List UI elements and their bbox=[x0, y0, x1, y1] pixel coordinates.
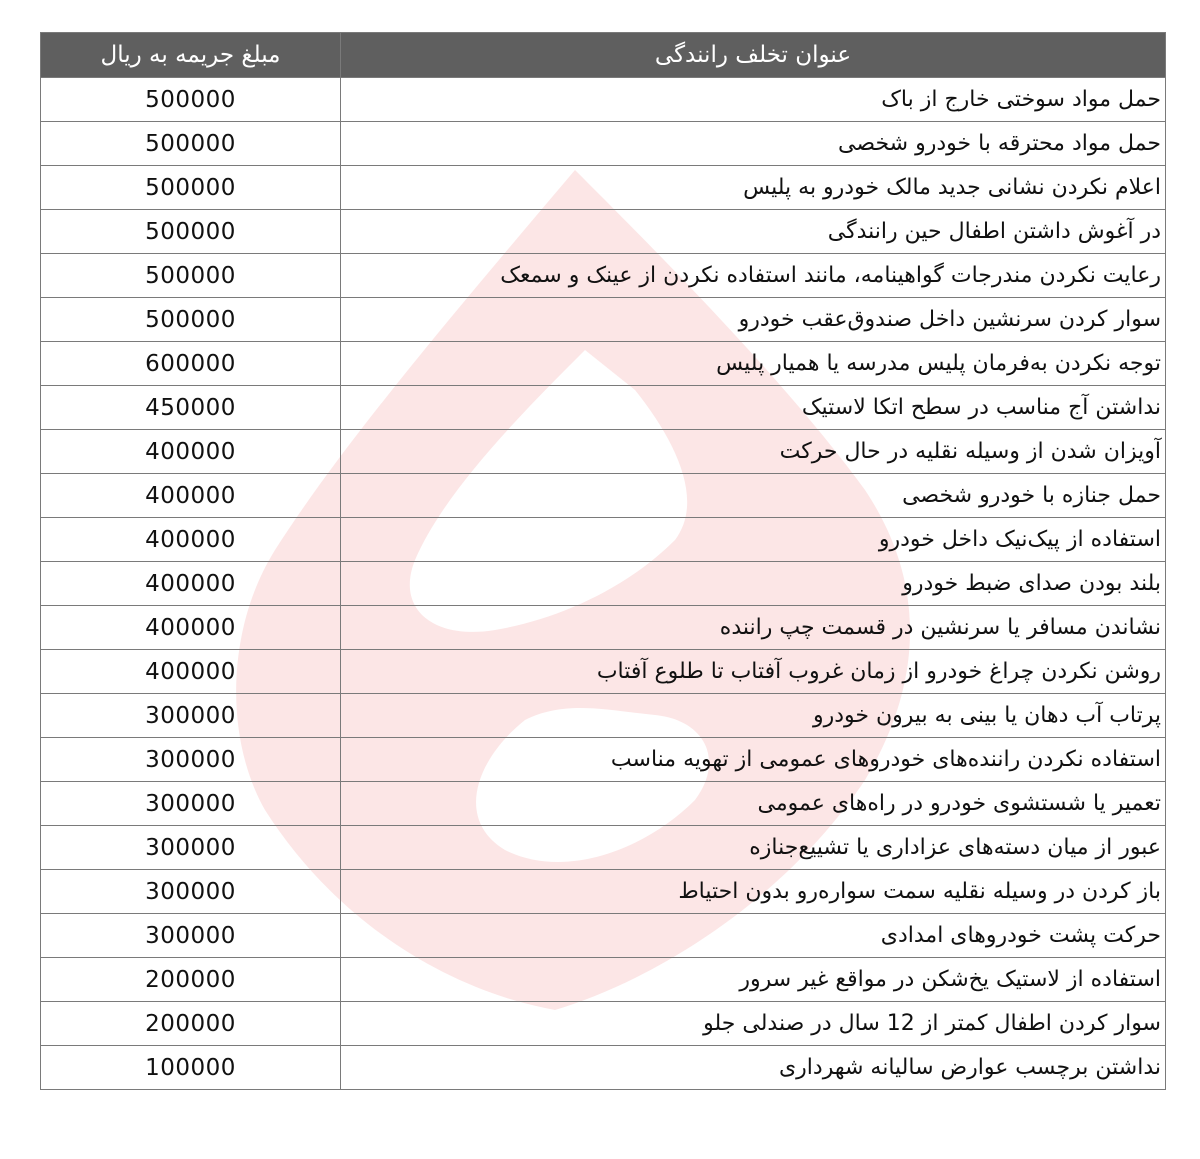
table-row bbox=[41, 298, 1166, 342]
fine-amount: 400000 bbox=[41, 606, 341, 650]
violation-title: روشن نکردن چراغ خودرو از زمان غروب آفتاب تا طلوع آفتاب bbox=[341, 650, 1166, 694]
fine-amount: 100000 bbox=[41, 1046, 341, 1090]
violation-title: حمل مواد محترقه با خودرو شخصی bbox=[341, 122, 1166, 166]
violation-title: بلند بودن صدای ضبط خودرو bbox=[341, 562, 1166, 606]
fine-amount: 500000 bbox=[41, 298, 341, 342]
fine-amount: 300000 bbox=[41, 914, 341, 958]
table-row bbox=[41, 694, 1166, 738]
fine-amount: 450000 bbox=[41, 386, 341, 430]
violation-title: سوار کردن سرنشین داخل صندوق‌عقب خودرو bbox=[341, 298, 1166, 342]
fine-amount: 400000 bbox=[41, 518, 341, 562]
violation-title: عبور از میان دسته‌های عزاداری یا تشییع‌جنازه bbox=[341, 826, 1166, 870]
fine-amount: 400000 bbox=[41, 650, 341, 694]
table-row bbox=[41, 166, 1166, 210]
table-row bbox=[41, 1002, 1166, 1046]
fine-amount: 200000 bbox=[41, 958, 341, 1002]
table-row bbox=[41, 122, 1166, 166]
fine-amount: 300000 bbox=[41, 738, 341, 782]
fine-amount: 300000 bbox=[41, 694, 341, 738]
table-row bbox=[41, 958, 1166, 1002]
table-row bbox=[41, 430, 1166, 474]
table-row bbox=[41, 562, 1166, 606]
fines-table bbox=[40, 32, 1166, 1090]
violation-title: نداشتن آج مناسب در سطح اتکا لاستیک bbox=[341, 386, 1166, 430]
violation-title: رعایت نکردن مندرجات گواهینامه، مانند استفاده نکردن از عینک و سمعک bbox=[341, 254, 1166, 298]
fine-amount: 500000 bbox=[41, 166, 341, 210]
fine-amount: 200000 bbox=[41, 1002, 341, 1046]
fine-amount: 300000 bbox=[41, 826, 341, 870]
table-row bbox=[41, 78, 1166, 122]
fine-amount: 400000 bbox=[41, 562, 341, 606]
table-row bbox=[41, 342, 1166, 386]
table-row bbox=[41, 210, 1166, 254]
fine-amount: 300000 bbox=[41, 782, 341, 826]
fine-amount: 600000 bbox=[41, 342, 341, 386]
table-row bbox=[41, 738, 1166, 782]
table-row bbox=[41, 914, 1166, 958]
fine-amount: 400000 bbox=[41, 430, 341, 474]
fine-amount: 500000 bbox=[41, 254, 341, 298]
table-row bbox=[41, 870, 1166, 914]
violation-title: نداشتن برچسب عوارض سالیانه شهرداری bbox=[341, 1046, 1166, 1090]
table-row bbox=[41, 518, 1166, 562]
fine-amount: 300000 bbox=[41, 870, 341, 914]
violation-title: حمل مواد سوختی خارج از باک bbox=[341, 78, 1166, 122]
violation-title: حرکت پشت خودروهای امدادی bbox=[341, 914, 1166, 958]
fine-amount: 400000 bbox=[41, 474, 341, 518]
violation-title: تعمیر یا شستشوی خودرو در راه‌های عمومی bbox=[341, 782, 1166, 826]
violation-title: سوار کردن اطفال کمتر از 12 سال در صندلی جلو bbox=[341, 1002, 1166, 1046]
violation-title: نشاندن مسافر یا سرنشین در قسمت چپ راننده bbox=[341, 606, 1166, 650]
violation-title: باز کردن در وسیله نقلیه سمت سواره‌رو بدون احتیاط bbox=[341, 870, 1166, 914]
table-row bbox=[41, 606, 1166, 650]
header-amount: مبلغ جریمه به ریال bbox=[41, 33, 341, 78]
table-row bbox=[41, 1046, 1166, 1090]
violation-title: اعلام نکردن نشانی جدید مالک خودرو به پلیس bbox=[341, 166, 1166, 210]
fine-amount: 500000 bbox=[41, 210, 341, 254]
violation-title: پرتاب آب دهان یا بینی به بیرون خودرو bbox=[341, 694, 1166, 738]
table-row bbox=[41, 826, 1166, 870]
table-row bbox=[41, 650, 1166, 694]
violation-title: حمل جنازه با خودرو شخصی bbox=[341, 474, 1166, 518]
violation-title: استفاده از لاستیک یخ‌شکن در مواقع غیر سرور bbox=[341, 958, 1166, 1002]
table-row bbox=[41, 254, 1166, 298]
fine-amount: 500000 bbox=[41, 78, 341, 122]
violation-title: استفاده از پیک‌نیک داخل خودرو bbox=[341, 518, 1166, 562]
violation-title: آویزان شدن از وسیله نقلیه در حال حرکت bbox=[341, 430, 1166, 474]
fine-amount: 500000 bbox=[41, 122, 341, 166]
table-row bbox=[41, 474, 1166, 518]
table-row bbox=[41, 782, 1166, 826]
table-header-row bbox=[41, 33, 1166, 78]
header-title: عنوان تخلف رانندگی bbox=[341, 33, 1166, 78]
table-row bbox=[41, 386, 1166, 430]
violation-title: استفاده نکردن راننده‌های خودروهای عمومی از تهویه مناسب bbox=[341, 738, 1166, 782]
violation-title: در آغوش داشتن اطفال حین رانندگی bbox=[341, 210, 1166, 254]
violation-title: توجه نکردن به‌فرمان پلیس مدرسه یا همیار پلیس bbox=[341, 342, 1166, 386]
